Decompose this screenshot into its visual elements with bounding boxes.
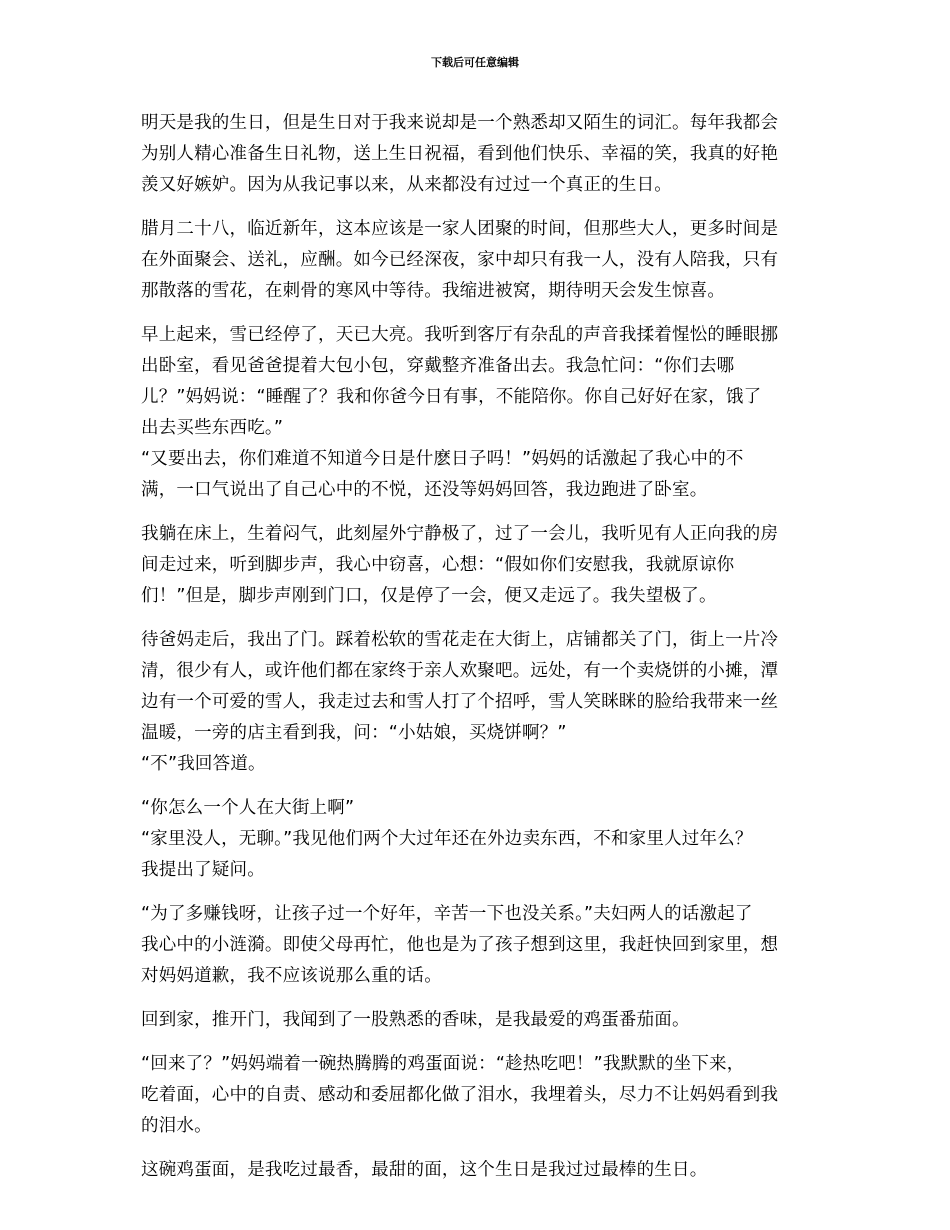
text-line: 们！”但是，脚步声刚到门口，仅是停了一会，便又走远了。我失望极了。: [141, 586, 717, 606]
text-line: 为别人精心准备生日礼物，送上生日祝福，看到他们快乐、幸福的笑，我真的好艳: [141, 144, 779, 164]
text-line: 明天是我的生日，但是生日对于我来说却是一个熟悉却又陌生的词汇。每年我都会: [141, 113, 779, 133]
text-line: “又要出去，你们难道不知道今日是什麽日子吗！”妈妈的话激起了我心中的不: [141, 449, 744, 469]
page-header: 下载后可任意编辑: [431, 56, 519, 69]
text-line: 腊月二十八，临近新年，这本应该是一家人团聚的时间，但那些大人，更多时间是: [141, 219, 779, 239]
text-line: 我提出了疑问。: [141, 860, 265, 880]
text-line: 温暖，一旁的店主看到我，问：“小姑娘，买烧饼啊？”: [141, 723, 567, 743]
text-line: 出去买些东西吃。”: [141, 418, 284, 438]
paragraph: [141, 519, 815, 612]
text-line: 清，很少有人，或许他们都在家终于亲人欢聚吧。远处，有一个卖烧饼的小摊，潭: [141, 661, 779, 681]
paragraph: [141, 108, 815, 201]
text-line: 羡又好嫉妒。因为从我记事以来，从来都没有过过一个真正的生日。: [141, 175, 672, 195]
text-line: 早上起来，雪已经停了，天已大亮。我听到客厅有杂乱的声音我揉着惺忪的睡眼挪: [141, 325, 779, 345]
paragraph: [141, 1005, 815, 1036]
paragraph: [141, 214, 815, 307]
text-line: 我躺在床上，生着闷气，此刻屋外宁静极了，过了一会儿，我听见有人正向我的房: [141, 524, 779, 544]
text-line: 那散落的雪花，在刺骨的寒风中等待。我缩进被窝，期待明天会发生惊喜。: [141, 281, 726, 301]
text-line: “你怎么一个人在大街上啊”: [141, 798, 355, 818]
text-line: 回到家，推开门，我闻到了一股熟悉的香味，是我最爱的鸡蛋番茄面。: [141, 1010, 690, 1030]
paragraph: [141, 320, 815, 506]
text-line: 对妈妈道歉，我不应该说那么重的话。: [141, 966, 442, 986]
text-line: 我心中的小涟漪。即使父母再忙，他也是为了孩子想到这里，我赶快回到家里，想: [141, 935, 779, 955]
paragraph: [141, 1155, 815, 1186]
paragraph: [141, 899, 815, 992]
text-line: “为了多赚钱呀，让孩子过一个好年，辛苦一下也没关系。”夫妇两人的话激起了: [141, 904, 753, 924]
text-line: “不”我回答道。: [141, 754, 266, 774]
text-line: 在外面聚会、送礼，应酬。如今已经深夜，家中却只有我一人，没有人陪我，只有: [141, 250, 779, 270]
text-line: 满，一口气说出了自己心中的不悦，还没等妈妈回答，我边跑进了卧室。: [141, 480, 708, 500]
text-line: “家里没人，无聊。”我见他们两个大过年还在外边卖东西，不和家里人过年么？: [141, 829, 753, 849]
text-line: “回来了？”妈妈端着一碗热腾腾的鸡蛋面说：“趁热吃吧！”我默默的坐下来，: [141, 1054, 745, 1074]
text-line: 的泪水。: [141, 1116, 212, 1136]
text-line: 边有一个可爱的雪人，我走过去和雪人打了个招呼，雪人笑眯眯的脸给我带来一丝: [141, 692, 779, 712]
text-line: 儿？”妈妈说：“睡醒了？我和你爸今日有事，不能陪你。你自己好好在家，饿了: [141, 387, 762, 407]
document-body: [141, 108, 815, 1199]
text-line: 待爸妈走后，我出了门。踩着松软的雪花走在大街上，店铺都关了门，街上一片冷: [141, 630, 779, 650]
paragraph: [141, 625, 815, 780]
text-line: 吃着面，心中的自责、感动和委屈都化做了泪水，我埋着头，尽力不让妈妈看到我: [141, 1085, 779, 1105]
text-line: 间走过来，听到脚步声，我心中窃喜，心想：“假如你们安慰我，我就原谅你: [141, 555, 735, 575]
text-line: 这碗鸡蛋面，是我吃过最香，最甜的面，这个生日是我过过最棒的生日。: [141, 1160, 708, 1180]
paragraph: [141, 793, 815, 886]
text-line: 出卧室，看见爸爸提着大包小包，穿戴整齐准备出去。我急忙问：“你们去哪: [141, 356, 735, 376]
paragraph: [141, 1049, 815, 1142]
